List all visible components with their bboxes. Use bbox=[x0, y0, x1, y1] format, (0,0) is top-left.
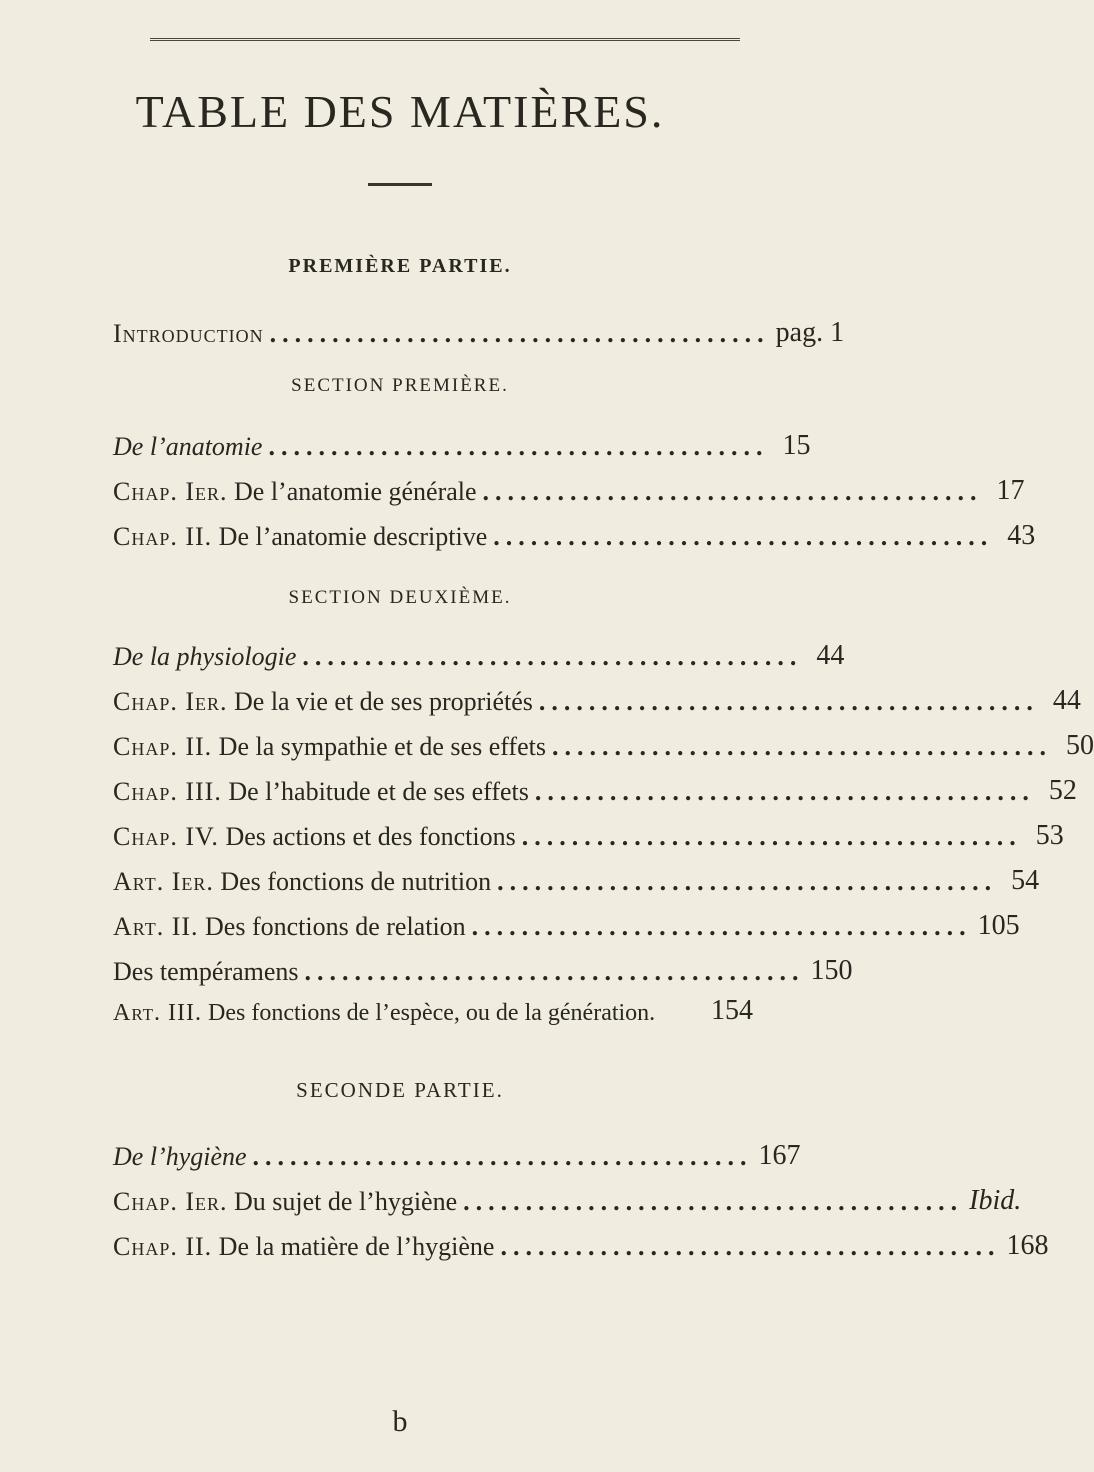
page-title: TABLE DES MATIÈRES. bbox=[135, 86, 665, 137]
article-prefix: Art. Ier. bbox=[113, 867, 214, 896]
toc-entry bbox=[113, 630, 845, 671]
leader-dots: ........................................ bbox=[497, 867, 998, 896]
chapter-prefix: Chap. IV. bbox=[113, 822, 219, 851]
part-two-heading: SECONDE PARTIE. bbox=[296, 1078, 504, 1102]
toc-page-number: 167 bbox=[758, 1140, 801, 1171]
leader-dots: ........................................ bbox=[268, 432, 769, 461]
toc-entry bbox=[113, 465, 1025, 506]
toc-page-number: 150 bbox=[810, 955, 853, 986]
toc-label: Introduction bbox=[113, 319, 264, 348]
toc-entry bbox=[113, 900, 1020, 941]
leader-dots: ........................................ bbox=[534, 777, 1035, 806]
leader-dots: ........................................ bbox=[500, 1232, 1001, 1261]
toc-label: De la vie et de ses propriétés bbox=[234, 687, 533, 716]
toc-label: Du sujet de l’hygiène bbox=[234, 1187, 458, 1216]
toc-label: De la matière de l’hygiène bbox=[218, 1232, 495, 1261]
leader-dots: ........................................ bbox=[252, 1142, 753, 1171]
toc-label: Des fonctions de l’espèce, ou de la génération. bbox=[208, 1000, 656, 1026]
toc-page-number: 105 bbox=[977, 910, 1020, 941]
leader-dots: ........................................ bbox=[463, 1187, 964, 1216]
toc-entry bbox=[113, 1130, 801, 1171]
toc-entry bbox=[113, 675, 1081, 716]
chapter-prefix: Chap. II. bbox=[113, 732, 213, 761]
toc-page-number: pag. 1 bbox=[775, 317, 845, 348]
toc-entry bbox=[113, 855, 1040, 896]
toc-entry bbox=[113, 720, 1094, 761]
signature-mark: b bbox=[392, 1405, 408, 1438]
leader-dots: ........................................ bbox=[551, 732, 1052, 761]
toc-page-number: 43 bbox=[1007, 520, 1036, 551]
toc-label: De la physiologie bbox=[113, 642, 297, 671]
toc-label: Des actions et des fonctions bbox=[225, 822, 516, 851]
leader-dots: ........................................ bbox=[304, 957, 805, 986]
toc-label: De l’anatomie bbox=[113, 432, 263, 461]
toc-page-number: 52 bbox=[1048, 775, 1077, 806]
part-one-heading: PREMIÈRE PARTIE. bbox=[288, 255, 512, 277]
toc-label: De l’anatomie descriptive bbox=[218, 522, 488, 551]
section-one-heading: SECTION PREMIÈRE. bbox=[291, 375, 509, 396]
toc-page-number: 44 bbox=[1052, 685, 1081, 716]
leader-dots: ........................................ bbox=[471, 912, 972, 941]
chapter-prefix: Chap. II. bbox=[113, 1232, 213, 1261]
title-rule bbox=[368, 183, 432, 186]
toc-page-number: 53 bbox=[1035, 820, 1064, 851]
toc-page-number: 154 bbox=[711, 995, 753, 1026]
toc-entry bbox=[113, 1220, 1049, 1261]
chapter-prefix: Chap. Ier. bbox=[113, 477, 228, 506]
article-prefix: Art. II. bbox=[113, 912, 199, 941]
leader-dots: ........................................ bbox=[269, 319, 770, 348]
toc-entry bbox=[113, 765, 1077, 806]
toc-entry-introduction bbox=[113, 307, 845, 348]
chapter-prefix: Chap. III. bbox=[113, 777, 222, 806]
toc-page-number: 50 bbox=[1065, 730, 1094, 761]
toc-label: Des tempéramens bbox=[113, 957, 299, 986]
toc-page-number: 17 bbox=[996, 475, 1025, 506]
toc-label: Des fonctions de nutrition bbox=[220, 867, 492, 896]
toc-entry bbox=[113, 945, 853, 986]
toc-page-number: 54 bbox=[1011, 865, 1040, 896]
toc-entry bbox=[113, 985, 753, 1025]
toc-entry bbox=[113, 420, 811, 461]
top-double-rule bbox=[150, 38, 740, 41]
leader-dots: ........................................ bbox=[302, 642, 803, 671]
leader-dots: ........................................ bbox=[493, 522, 994, 551]
toc-label: De la sympathie et de ses effets bbox=[218, 732, 546, 761]
toc-label: De l’anatomie générale bbox=[234, 477, 477, 506]
toc-page-number: 168 bbox=[1006, 1230, 1049, 1261]
toc-page-number: Ibid. bbox=[969, 1185, 1022, 1216]
toc-page-number: 15 bbox=[782, 430, 811, 461]
toc-entry bbox=[113, 1175, 1022, 1216]
article-prefix: Art. III. bbox=[113, 1000, 203, 1026]
chapter-prefix: Chap. Ier. bbox=[113, 687, 228, 716]
toc-label: De l’habitude et de ses effets bbox=[228, 777, 529, 806]
leader-dots: ........................................ bbox=[521, 822, 1022, 851]
leader-dots: ........................................ bbox=[482, 477, 983, 506]
toc-label: Des fonctions de relation bbox=[205, 912, 466, 941]
toc-entry bbox=[113, 510, 1036, 551]
chapter-prefix: Chap. II. bbox=[113, 522, 213, 551]
toc-page-number: 44 bbox=[816, 640, 845, 671]
leader-dots: ........................................ bbox=[538, 687, 1039, 716]
toc-label: De l’hygiène bbox=[113, 1142, 247, 1171]
chapter-prefix: Chap. Ier. bbox=[113, 1187, 228, 1216]
toc-entry bbox=[113, 810, 1064, 851]
section-two-heading: SECTION DEUXIÈME. bbox=[288, 587, 512, 608]
